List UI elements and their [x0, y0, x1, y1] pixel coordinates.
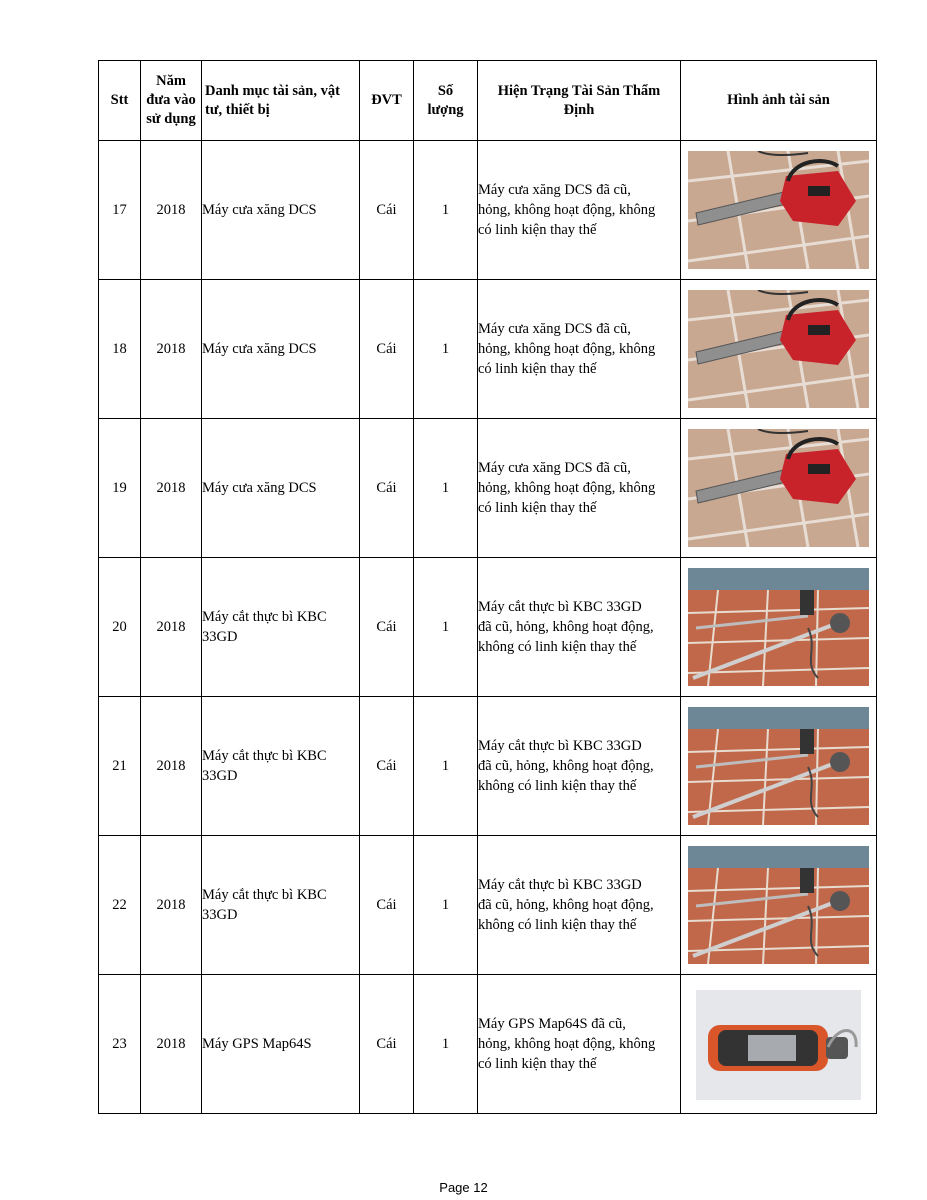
row-stt: 23 — [99, 975, 141, 1114]
row-unit: Cái — [360, 419, 414, 558]
gps-device-photo — [688, 985, 869, 1103]
header-qty-line: lượng — [427, 101, 464, 118]
header-unit: ĐVT — [360, 61, 414, 141]
row-status-line: Máy cắt thực bì KBC 33GD — [478, 738, 642, 754]
row-unit: Cái — [360, 141, 414, 280]
row-status-line: có linh kiện thay thế — [478, 222, 597, 238]
row-status-line: Máy cưa xăng DCS đã cũ, — [478, 182, 631, 198]
row-status-line: không có linh kiện thay thế — [478, 778, 637, 794]
row-name-line: Máy cưa xăng DCS — [202, 480, 317, 496]
header-name-line: Danh mục tài sản, vật — [205, 82, 340, 99]
table-row — [99, 697, 877, 836]
row-status-line: có linh kiện thay thế — [478, 1056, 597, 1072]
row-image — [681, 836, 877, 975]
row-status-line: hỏng, không hoạt động, không — [478, 202, 656, 218]
row-status-line: Máy cưa xăng DCS đã cũ, — [478, 321, 631, 337]
row-status — [478, 975, 681, 1114]
row-qty: 1 — [414, 836, 478, 975]
row-qty: 1 — [414, 419, 478, 558]
row-year: 2018 — [141, 419, 202, 558]
row-image — [681, 558, 877, 697]
header-name-line: tư, thiết bị — [205, 101, 270, 118]
header-qty — [414, 61, 478, 141]
row-qty: 1 — [414, 558, 478, 697]
table-row — [99, 141, 877, 280]
row-status-line: đã cũ, hỏng, không hoạt động, — [478, 619, 654, 635]
header-qty-line: Số — [437, 82, 454, 99]
row-status-line: không có linh kiện thay thế — [478, 917, 637, 933]
row-status-line: Máy cưa xăng DCS đã cũ, — [478, 460, 631, 476]
chainsaw-photo — [688, 429, 869, 547]
row-unit: Cái — [360, 280, 414, 419]
header-name — [202, 61, 360, 141]
header-year — [141, 61, 202, 141]
row-stt: 17 — [99, 141, 141, 280]
row-name-line: Máy cắt thực bì KBC — [202, 748, 327, 764]
row-status — [478, 280, 681, 419]
row-name-line: 33GD — [202, 907, 238, 923]
row-year: 2018 — [141, 280, 202, 419]
header-image: Hình ảnh tài sản — [681, 61, 877, 141]
row-name-line: 33GD — [202, 629, 238, 645]
row-name-line: Máy cắt thực bì KBC — [202, 609, 327, 625]
row-qty: 1 — [414, 280, 478, 419]
row-status-line: hỏng, không hoạt động, không — [478, 480, 656, 496]
row-status-line: Máy cắt thực bì KBC 33GD — [478, 599, 642, 615]
row-name-line: Máy cưa xăng DCS — [202, 202, 317, 218]
header-year-line: đưa vào — [146, 92, 196, 108]
row-unit: Cái — [360, 558, 414, 697]
row-qty: 1 — [414, 697, 478, 836]
row-status — [478, 141, 681, 280]
row-name — [202, 836, 360, 975]
row-name-line: Máy GPS Map64S — [202, 1036, 312, 1052]
row-status-line: có linh kiện thay thế — [478, 361, 597, 377]
row-name — [202, 141, 360, 280]
table-row — [99, 419, 877, 558]
table-row — [99, 975, 877, 1114]
row-image — [681, 419, 877, 558]
row-status — [478, 836, 681, 975]
row-year: 2018 — [141, 975, 202, 1114]
row-status-line: Máy cắt thực bì KBC 33GD — [478, 877, 642, 893]
row-unit: Cái — [360, 975, 414, 1114]
row-name — [202, 697, 360, 836]
row-status-line: đã cũ, hỏng, không hoạt động, — [478, 897, 654, 913]
brush-cutter-photo — [688, 707, 869, 825]
chainsaw-photo — [688, 151, 869, 269]
row-year: 2018 — [141, 141, 202, 280]
row-status-line: Máy GPS Map64S đã cũ, — [478, 1016, 626, 1032]
row-stt: 22 — [99, 836, 141, 975]
chainsaw-photo — [688, 290, 869, 408]
header-year-line: sử dụng — [146, 111, 196, 127]
row-name-line: 33GD — [202, 768, 238, 784]
row-status-line: không có linh kiện thay thế — [478, 639, 637, 655]
row-name-line: Máy cưa xăng DCS — [202, 341, 317, 357]
row-status — [478, 419, 681, 558]
row-year: 2018 — [141, 558, 202, 697]
table-row — [99, 836, 877, 975]
asset-table — [98, 60, 877, 1114]
row-image — [681, 975, 877, 1114]
header-stt: Stt — [99, 61, 141, 141]
brush-cutter-photo — [688, 568, 869, 686]
header-status-line: Định — [563, 101, 595, 118]
row-name — [202, 975, 360, 1114]
row-stt: 20 — [99, 558, 141, 697]
row-name — [202, 419, 360, 558]
brush-cutter-photo — [688, 846, 869, 964]
table-row — [99, 280, 877, 419]
row-qty: 1 — [414, 141, 478, 280]
row-year: 2018 — [141, 836, 202, 975]
row-image — [681, 141, 877, 280]
row-name-line: Máy cắt thực bì KBC — [202, 887, 327, 903]
row-stt: 21 — [99, 697, 141, 836]
row-name — [202, 280, 360, 419]
row-status — [478, 697, 681, 836]
row-status-line: đã cũ, hỏng, không hoạt động, — [478, 758, 654, 774]
page-number: Page 12 — [439, 1180, 488, 1195]
row-unit: Cái — [360, 697, 414, 836]
header-status — [478, 61, 681, 141]
row-image — [681, 280, 877, 419]
row-year: 2018 — [141, 697, 202, 836]
header-row — [99, 61, 877, 141]
row-status — [478, 558, 681, 697]
row-stt: 18 — [99, 280, 141, 419]
table-row — [99, 558, 877, 697]
row-status-line: có linh kiện thay thế — [478, 500, 597, 516]
row-status-line: hỏng, không hoạt động, không — [478, 1036, 656, 1052]
row-qty: 1 — [414, 975, 478, 1114]
row-status-line: hỏng, không hoạt động, không — [478, 341, 656, 357]
row-unit: Cái — [360, 836, 414, 975]
row-stt: 19 — [99, 419, 141, 558]
header-status-line: Hiện Trạng Tài Sản Thẩm — [497, 82, 661, 99]
header-year-line: Năm — [156, 73, 186, 89]
row-image — [681, 697, 877, 836]
row-name — [202, 558, 360, 697]
